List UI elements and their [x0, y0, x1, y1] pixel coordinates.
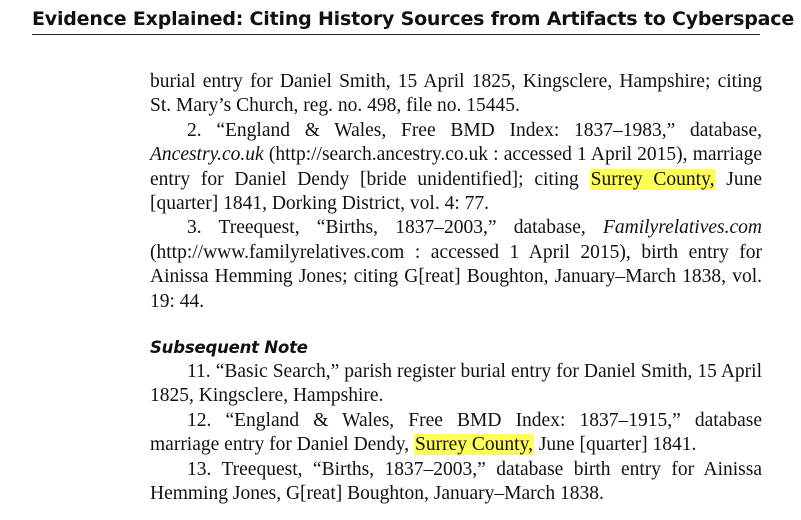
first-note-2: [150, 119, 762, 217]
note-text: burial entry for Daniel Smith, 15 April 1825, Kingsclere, Hampshire; citing St. Mary’s Church, reg. no. 498, file no. 15445.: [150, 71, 762, 117]
highlighted-text: Surrey County,: [590, 168, 715, 190]
running-header: [32, 8, 795, 35]
note-text: “England & Wales, Free BMD Index: 1837–1983,” database,: [216, 119, 762, 141]
subsequent-note-13: [150, 458, 762, 507]
note-text: (http://www.familyrelatives.com : accessed 1 April 2015), birth entry for Ainissa Hemming Jones; citing G[reat] Boughton, January–March 1838, vol. 19: 44.: [150, 241, 762, 312]
note-text: June [quarter] 1841.: [538, 434, 697, 456]
note-number: 13.: [187, 458, 212, 480]
note-text: Treequest, “Births, 1837–2003,” database birth entry for Ainissa Hemming Jones, G[reat] Boughton, January–March 1838.: [150, 458, 763, 505]
book-title: Evidence Explained: Citing History Sources from Artifacts to Cyberspace: [32, 8, 795, 30]
note-number: 3.: [187, 217, 202, 239]
subsequent-note-11: [150, 360, 762, 409]
note-text: “Basic Search,” parish register burial entry for Daniel Smith, 15 April 1825, Kingsclere, Hampshire.: [150, 361, 762, 407]
first-reference-continuation: [150, 70, 762, 119]
first-note-3: [150, 216, 762, 314]
note-number: 11.: [187, 361, 211, 383]
note-text: (http://search.ancestry.co.uk : accessed 1 April 2015), marriage entry for Daniel Dendy [bride unidentified]; citing: [150, 144, 762, 190]
subsequent-note-12: [150, 409, 762, 458]
highlighted-text: Surrey County,: [415, 434, 533, 456]
subsequent-note-heading: Subsequent Note: [150, 338, 308, 358]
note-number: 2.: [187, 119, 202, 141]
website-name: Ancestry.co.uk: [150, 144, 264, 166]
note-text: June [quarter] 1841, Dorking District, vol. 4: 77.: [150, 168, 763, 215]
note-text: Treequest, “Births, 1837–2003,” database,: [218, 217, 586, 239]
note-text: “England & Wales, Free BMD Index: 1837–1915,” database marriage entry for Daniel Dendy,: [150, 409, 762, 456]
website-name: Familyrelatives.com: [602, 217, 762, 239]
citation-text: [150, 70, 762, 507]
note-number: 12.: [187, 409, 212, 431]
